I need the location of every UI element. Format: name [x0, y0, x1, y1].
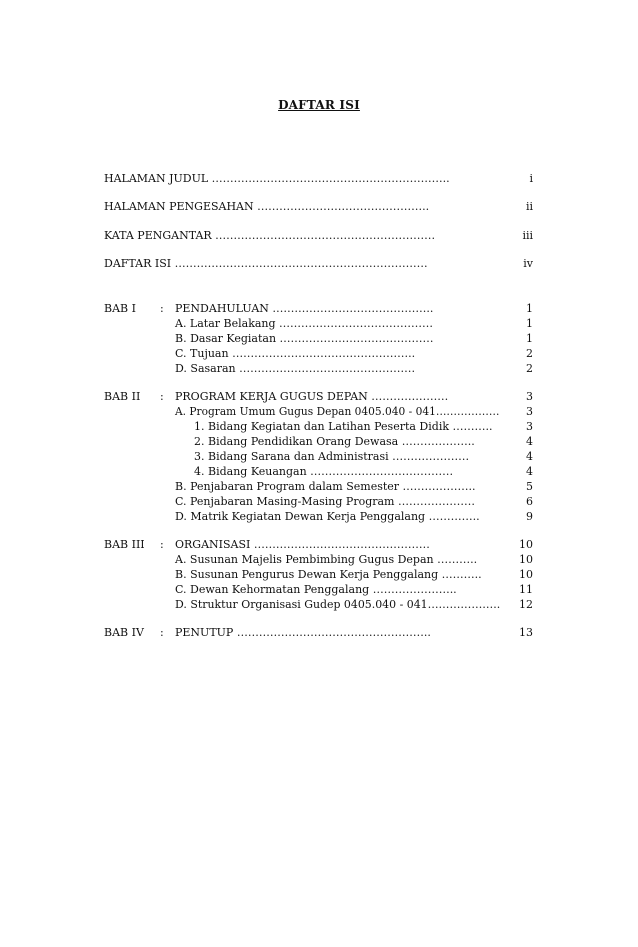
toc-page-number: 13: [519, 626, 533, 639]
toc-page-number: 12: [519, 598, 533, 611]
toc-entry: C. Tujuan …………………………………………..: [175, 347, 416, 360]
toc-entry: C. Dewan Kehormatan Penggalang …………………..: [175, 583, 457, 596]
toc-page-number: 1: [526, 302, 533, 315]
toc-subentry: 2. Bidang Pendidikan Orang Dewasa ………………..: [194, 435, 475, 448]
chapter-label: BAB I: [104, 302, 136, 315]
toc-page-number: 6: [526, 495, 533, 508]
toc-entry: A. Latar Belakang ……………………………………: [175, 317, 434, 330]
toc-page-number: 1: [526, 332, 533, 345]
toc-entry-chapter-title: PENUTUP ……………………………………………..: [175, 626, 431, 639]
chapter-label: BAB II: [104, 390, 141, 403]
toc-entry: D. Matrik Kegiatan Dewan Kerja Penggalang …………..: [175, 510, 480, 523]
toc-entry: B. Penjabaran Program dalam Semester ………………..: [175, 480, 476, 493]
toc-subentry: 4. Bidang Keuangan …………………………………: [194, 465, 454, 478]
toc-entry: C. Penjabaran Masing-Masing Program …………………: [175, 495, 475, 508]
toc-entry-chapter-title: PENDAHULUAN ……………………………………..: [175, 302, 434, 315]
toc-page-number: i: [529, 172, 533, 185]
toc-page-number: 1: [526, 317, 533, 330]
chapter-colon: :: [160, 302, 164, 315]
toc-page-number: iii: [522, 229, 533, 242]
toc-page-number: 11: [519, 583, 533, 596]
toc-page-number: 3: [526, 405, 533, 418]
toc-entry-kata-pengantar: KATA PENGANTAR ……………………………………………………: [104, 229, 436, 242]
toc-entry: D. Sasaran …………………………………………: [175, 362, 416, 375]
toc-entry-daftar-isi: DAFTAR ISI ……………………………………………………………: [104, 257, 428, 270]
toc-page-number: 4: [526, 450, 533, 463]
toc-page-number: 2: [526, 362, 533, 375]
chapter-colon: :: [160, 390, 164, 403]
toc-entry-chapter-title: ORGANISASI …………………………………………: [175, 538, 430, 551]
toc-entry-halaman-judul: HALAMAN JUDUL ………………………………………………………..: [104, 172, 450, 185]
toc-entry: B. Susunan Pengurus Dewan Kerja Penggalang ………..: [175, 568, 482, 581]
toc-entry: D. Struktur Organisasi Gudep 0405.040 - 041………………..: [175, 598, 501, 611]
toc-page-number: 3: [526, 390, 533, 403]
chapter-label: BAB IV: [104, 626, 144, 639]
toc-page-number: 2: [526, 347, 533, 360]
chapter-colon: :: [160, 626, 164, 639]
toc-subentry: 1. Bidang Kegiatan dan Latihan Peserta Didik ………..: [194, 420, 493, 433]
toc-page-number: 5: [526, 480, 533, 493]
toc-page-number: 3: [526, 420, 533, 433]
toc-page-number: 4: [526, 435, 533, 448]
toc-entry: B. Dasar Kegiatan ……………………………………: [175, 332, 434, 345]
toc-page-number: 10: [519, 538, 533, 551]
chapter-label: BAB III: [104, 538, 145, 551]
toc-page-number: 10: [519, 568, 533, 581]
toc-entry-chapter-title: PROGRAM KERJA GUGUS DEPAN …………………: [175, 390, 449, 403]
toc-entry: A. Program Umum Gugus Depan 0405.040 - 041………………: [175, 405, 500, 418]
toc-entry-halaman-pengesahan: HALAMAN PENGESAHAN ………………………………………..: [104, 200, 430, 213]
toc-page-number: ii: [525, 200, 533, 213]
toc-page-number: 10: [519, 553, 533, 566]
chapter-colon: :: [160, 538, 164, 551]
toc-page-number: iv: [523, 257, 533, 270]
toc-entry: A. Susunan Majelis Pembimbing Gugus Depan ………..: [175, 553, 478, 566]
toc-subentry: 3. Bidang Sarana dan Administrasi …………………: [194, 450, 470, 463]
toc-page-number: 9: [526, 510, 533, 523]
page-title: DAFTAR ISI: [278, 98, 360, 112]
toc-page-number: 4: [526, 465, 533, 478]
